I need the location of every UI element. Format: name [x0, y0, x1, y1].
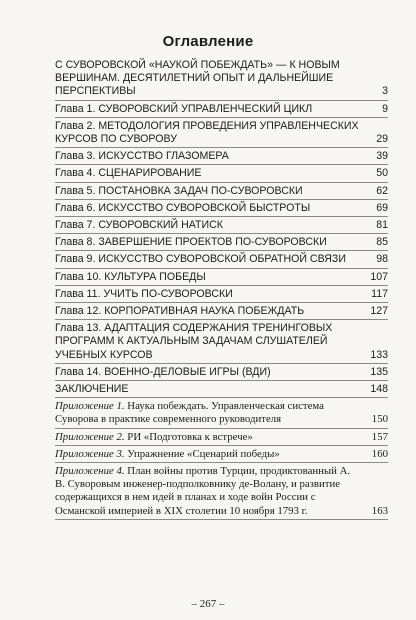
toc-entry-title: [55, 398, 388, 427]
appendix-label: Приложение 4.: [55, 465, 125, 478]
toc-entry-page: 150: [371, 413, 388, 426]
toc-entry-appendix[interactable]: [55, 446, 388, 463]
appendix-title: Наука побеждать. Управленческая система Суворова в практике современного руководителя: [55, 400, 324, 426]
toc-entry-title: ЗАКЛЮЧЕНИЕ: [55, 383, 129, 396]
toc-entry-page: 133: [370, 348, 388, 361]
toc-entry-title: Глава 3. ИСКУССТВО ГЛАЗОМЕРА: [55, 150, 229, 163]
toc-entry[interactable]: [55, 381, 388, 398]
toc-entry-page: 39: [376, 150, 388, 163]
toc-entry-title: С СУВОРОВСКОЙ «НАУКОЙ ПОБЕЖДАТЬ» — К НОВЫМ ВЕРШИНАМ. ДЕСЯТИЛЕТНИЙ ОПЫТ И ДАЛЬНЕЙШИЕ ПЕРСПЕКТИВЫ: [55, 59, 340, 98]
toc-entry-title: Глава 1. СУВОРОВСКИЙ УПРАВЛЕНЧЕСКИЙ ЦИКЛ: [55, 102, 313, 115]
appendix-label: Приложение 3.: [55, 447, 125, 460]
toc-entry-appendix[interactable]: [55, 429, 388, 446]
toc-entry[interactable]: [55, 57, 388, 101]
toc-entry[interactable]: [55, 303, 388, 320]
toc-entry-page: 81: [376, 219, 388, 232]
page-title: Оглавление: [162, 33, 254, 50]
toc-entry-page: 163: [371, 504, 388, 517]
toc-entry-page: 107: [370, 270, 388, 283]
toc-entry-page: 127: [370, 305, 388, 318]
toc-entry[interactable]: [55, 165, 388, 182]
toc-entry-page: 69: [376, 201, 388, 214]
appendix-label: Приложение 1.: [55, 400, 125, 413]
toc-entry-page: 148: [370, 383, 388, 396]
toc-entry-page: 9: [382, 102, 388, 115]
toc-entry-title: Глава 13. АДАПТАЦИЯ СОДЕРЖАНИЯ ТРЕНИНГОВЫХ ПРОГРАММ К АКТУАЛЬНЫМ ЗАДАЧАМ СЛУШАТЕЛЕЙ УЧЕБНЫХ КУРСОВ: [55, 322, 333, 361]
toc-entry-appendix[interactable]: [55, 463, 388, 520]
toc-entry-page: 29: [376, 133, 388, 146]
toc-entry-title: Глава 10. КУЛЬТУРА ПОБЕДЫ: [55, 270, 206, 283]
toc-entry-title: Глава 2. МЕТОДОЛОГИЯ ПРОВЕДЕНИЯ УПРАВЛЕНЧЕСКИХ КУРСОВ ПО СУВОРОВУ: [55, 119, 359, 146]
toc-entry-page: 98: [376, 253, 388, 266]
table-of-contents: [55, 57, 388, 520]
toc-entry-page: 117: [371, 287, 388, 300]
toc-entry[interactable]: [55, 101, 388, 118]
toc-entry-title: [55, 463, 388, 519]
toc-entry-title: Глава 5. ПОСТАНОВКА ЗАДАЧ ПО-СУВОРОВСКИ: [55, 184, 303, 197]
toc-entry[interactable]: [55, 148, 388, 165]
toc-entry-title: Глава 9. ИСКУССТВО СУВОРОВСКОЙ ОБРАТНОЙ СВЯЗИ: [55, 253, 346, 266]
toc-entry-page: 3: [382, 85, 388, 98]
toc-entry[interactable]: [55, 200, 388, 217]
toc-entry-title: [55, 446, 388, 462]
toc-entry-title: Глава 6. ИСКУССТВО СУВОРОВСКОЙ БЫСТРОТЫ: [55, 201, 311, 214]
toc-entry-page: 157: [371, 430, 388, 443]
appendix-label: Приложение 2.: [55, 430, 125, 443]
toc-entry-title: Глава 12. КОРПОРАТИВНАЯ НАУКА ПОБЕЖДАТЬ: [55, 305, 305, 318]
toc-entry[interactable]: [55, 269, 388, 286]
toc-entry-title: Глава 4. СЦЕНАРИРОВАНИЕ: [55, 167, 202, 180]
toc-entry-page: 135: [370, 365, 388, 378]
appendix-title: План войны против Турции, продиктованный А. В. Суворовым инженер-подполковнику де-Волану, и развитие содержащихся в нем идей в планах и ходе войн России с Османской империей в XIX столетии 10 ноября 1793 г.: [55, 465, 351, 517]
toc-entry-title: Глава 8. ЗАВЕРШЕНИЕ ПРОЕКТОВ ПО-СУВОРОВСКИ: [55, 236, 327, 249]
toc-entry[interactable]: [55, 364, 388, 381]
toc-entry[interactable]: [55, 234, 388, 251]
toc-entry-page: 62: [376, 184, 388, 197]
toc-entry[interactable]: [55, 217, 388, 234]
toc-entry-title: Глава 11. УЧИТЬ ПО-СУВОРОВСКИ: [55, 287, 233, 300]
appendix-title: РИ «Подготовка к встрече»: [124, 430, 253, 443]
toc-entry-page: 50: [376, 167, 388, 180]
toc-entry[interactable]: [55, 183, 388, 200]
toc-entry-title: Глава 7. СУВОРОВСКИЙ НАТИСК: [55, 219, 223, 232]
toc-entry-page: 85: [376, 236, 388, 249]
toc-entry-page: 160: [371, 447, 388, 460]
toc-entry-appendix[interactable]: [55, 398, 388, 428]
toc-entry[interactable]: [55, 118, 388, 148]
toc-entry-title: Глава 14. ВОЕННО-ДЕЛОВЫЕ ИГРЫ (ВДИ): [55, 365, 271, 378]
toc-entry[interactable]: [55, 286, 388, 303]
toc-entry-title: [55, 429, 388, 445]
toc-entry[interactable]: [55, 320, 388, 364]
appendix-title: Упражнение «Сценарий победы»: [124, 447, 280, 460]
toc-entry[interactable]: [55, 251, 388, 268]
page-number: – 267 –: [191, 598, 225, 610]
